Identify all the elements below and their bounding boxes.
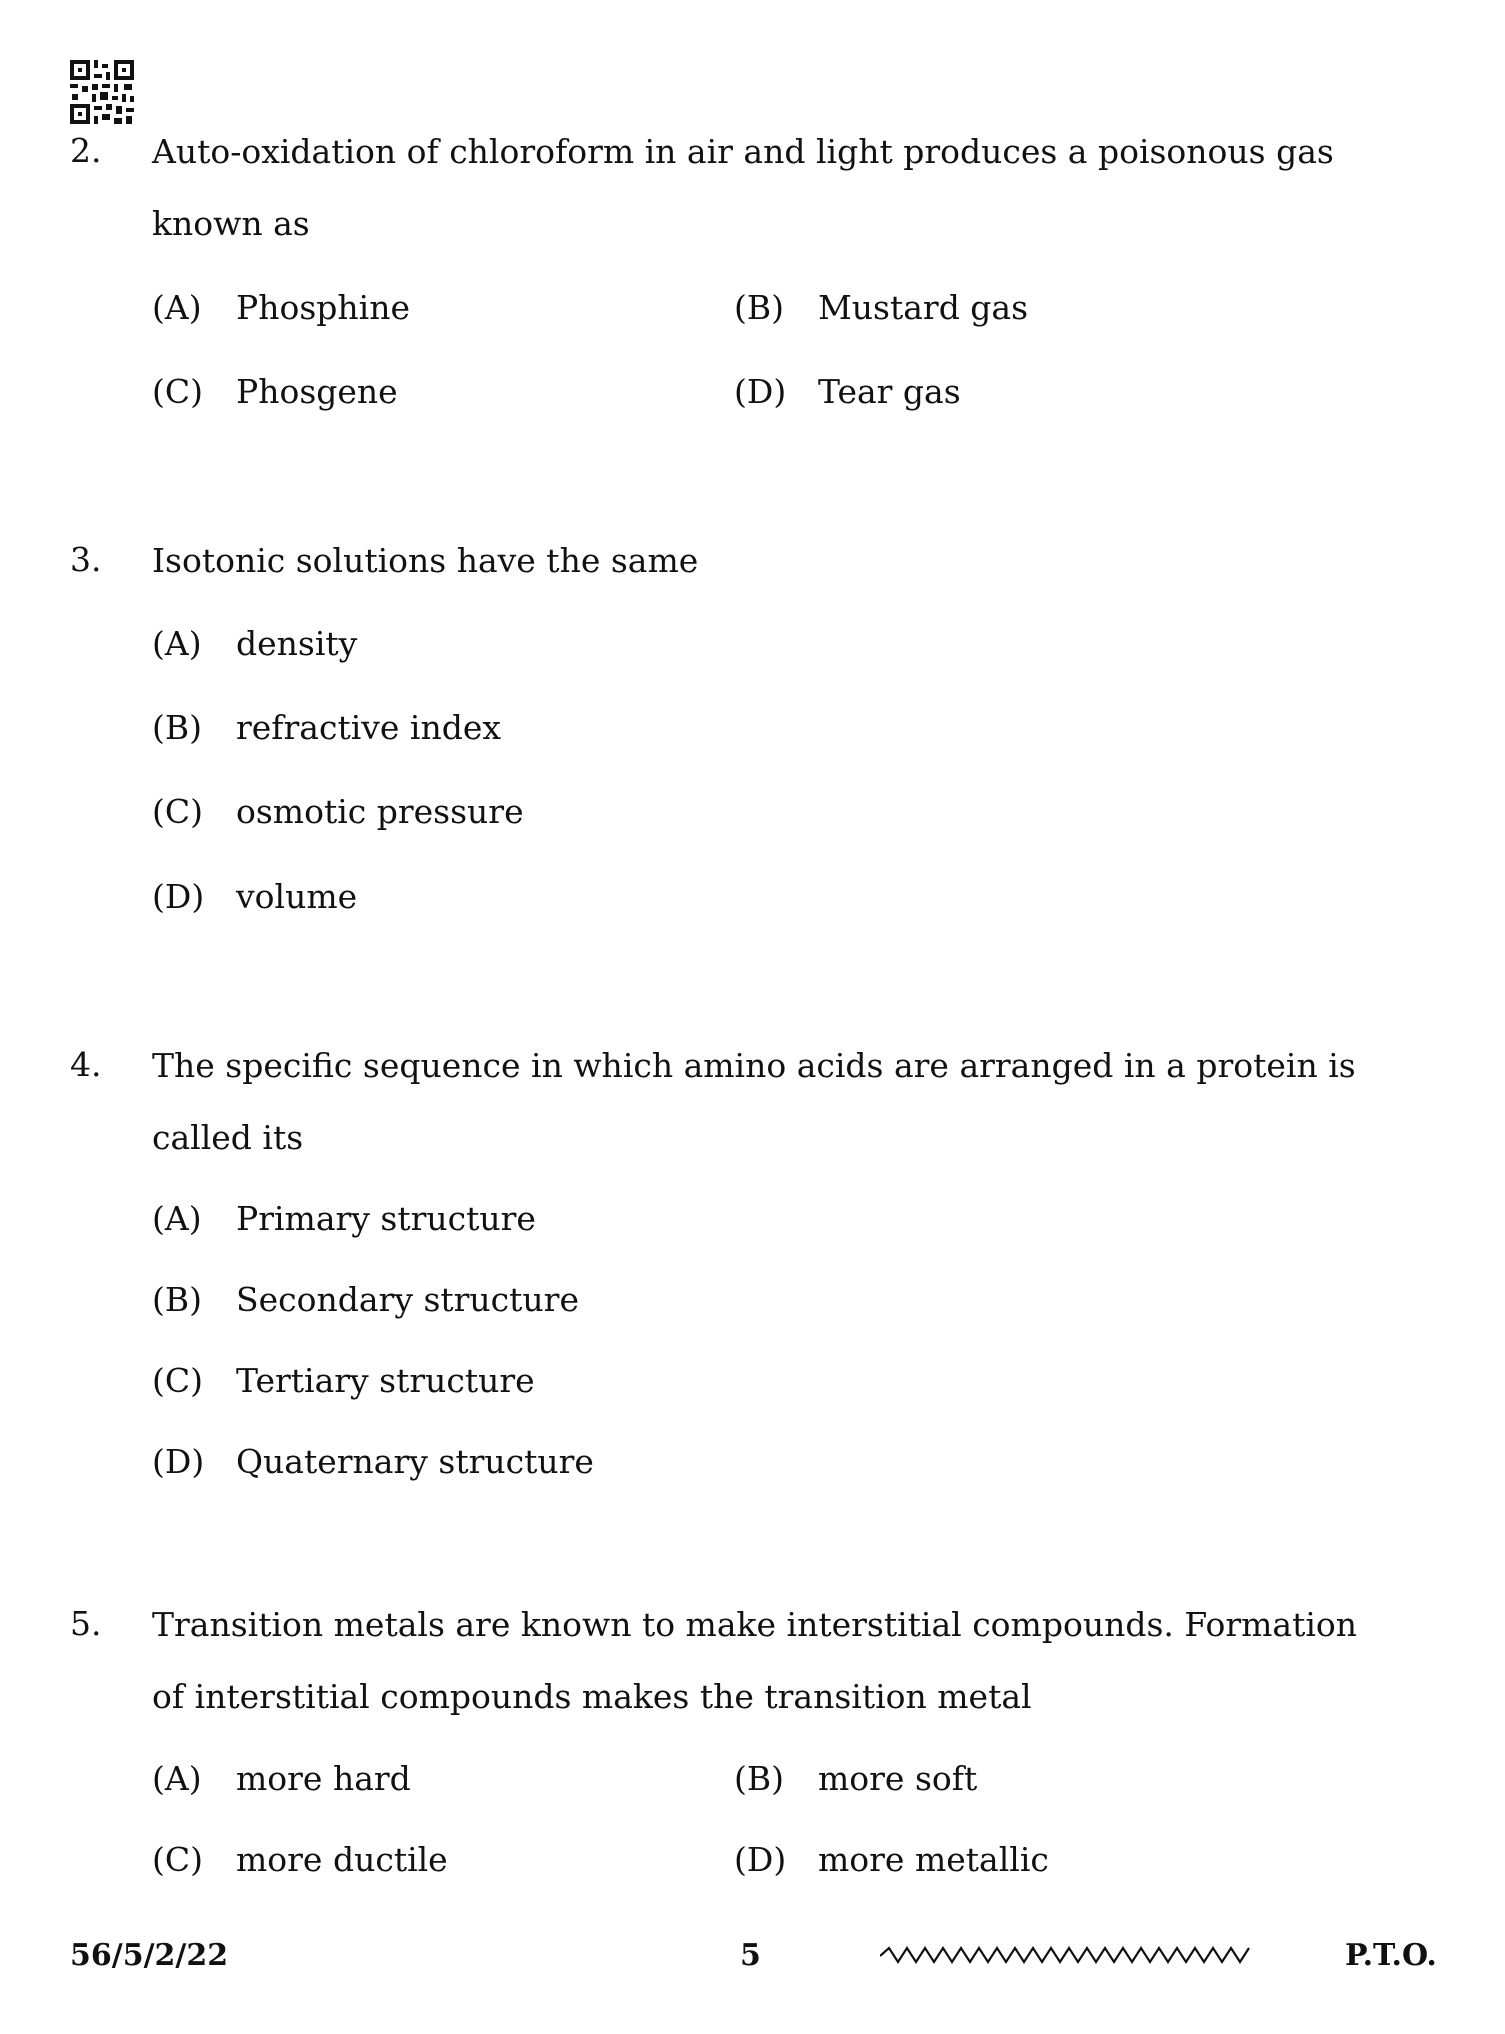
option-text: more hard — [236, 1759, 411, 1798]
question-text: Isotonic solutions have the same — [152, 541, 699, 580]
option-c[interactable] — [152, 1361, 535, 1400]
option-label: (D) — [152, 877, 205, 916]
option-text: Secondary structure — [236, 1280, 579, 1319]
option-label: (C) — [152, 792, 203, 831]
option-a[interactable] — [152, 288, 410, 327]
option-text: osmotic pressure — [236, 792, 524, 831]
option-a[interactable] — [152, 1759, 411, 1798]
option-text: volume — [236, 877, 358, 916]
option-b[interactable] — [152, 708, 501, 747]
option-text: Phosgene — [236, 372, 398, 411]
option-label: (C) — [152, 1840, 203, 1879]
option-b[interactable] — [152, 1280, 579, 1319]
question-number: 3. — [70, 540, 102, 579]
option-label: (A) — [152, 1759, 202, 1798]
option-label: (C) — [152, 1361, 203, 1400]
option-b[interactable] — [734, 1759, 977, 1798]
option-label: (A) — [152, 624, 202, 663]
option-text: more soft — [818, 1759, 978, 1798]
option-label: (D) — [152, 1442, 205, 1481]
option-label: (B) — [734, 1759, 784, 1798]
option-d[interactable] — [734, 372, 961, 411]
option-text: density — [236, 624, 358, 663]
option-a[interactable] — [152, 624, 357, 663]
option-text: refractive index — [236, 708, 501, 747]
question-text: The specific sequence in which amino acids are arranged in a protein is called its — [152, 1046, 1356, 1157]
option-b[interactable] — [734, 288, 1028, 327]
option-label: (B) — [152, 1280, 202, 1319]
option-label: (C) — [152, 372, 203, 411]
option-c[interactable] — [152, 1840, 448, 1879]
option-a[interactable] — [152, 1199, 536, 1238]
wavy-line — [880, 1944, 1256, 1968]
option-d[interactable] — [734, 1840, 1049, 1879]
question-text: Transition metals are known to make interstitial compounds. Formation of interstitial compounds makes the transition metal — [152, 1605, 1358, 1716]
option-c[interactable] — [152, 372, 398, 411]
question-number: 5. — [70, 1604, 102, 1643]
question-text: Auto-oxidation of chloroform in air and light produces a poisonous gas known as — [152, 132, 1334, 243]
option-text: Mustard gas — [818, 288, 1029, 327]
question-number: 2. — [70, 131, 102, 170]
option-text: Phosphine — [236, 288, 410, 327]
option-text: Tertiary structure — [236, 1361, 535, 1400]
option-c[interactable] — [152, 792, 524, 831]
option-d[interactable] — [152, 877, 357, 916]
option-label: (D) — [734, 372, 787, 411]
option-text: Primary structure — [236, 1199, 536, 1238]
pto-label: P.T.O. — [1345, 1938, 1437, 1973]
option-text: more metallic — [818, 1840, 1049, 1879]
option-text: more ductile — [236, 1840, 448, 1879]
option-label: (B) — [734, 288, 784, 327]
qr-code-icon — [68, 58, 136, 126]
question-number: 4. — [70, 1045, 102, 1084]
option-label: (B) — [152, 708, 202, 747]
option-text: Quaternary structure — [236, 1442, 594, 1481]
paper-code: 56/5/2/22 — [70, 1938, 229, 1973]
page-number: 5 — [740, 1938, 761, 1973]
option-d[interactable] — [152, 1442, 594, 1481]
option-label: (A) — [152, 1199, 202, 1238]
option-label: (D) — [734, 1840, 787, 1879]
option-text: Tear gas — [818, 372, 961, 411]
option-label: (A) — [152, 288, 202, 327]
